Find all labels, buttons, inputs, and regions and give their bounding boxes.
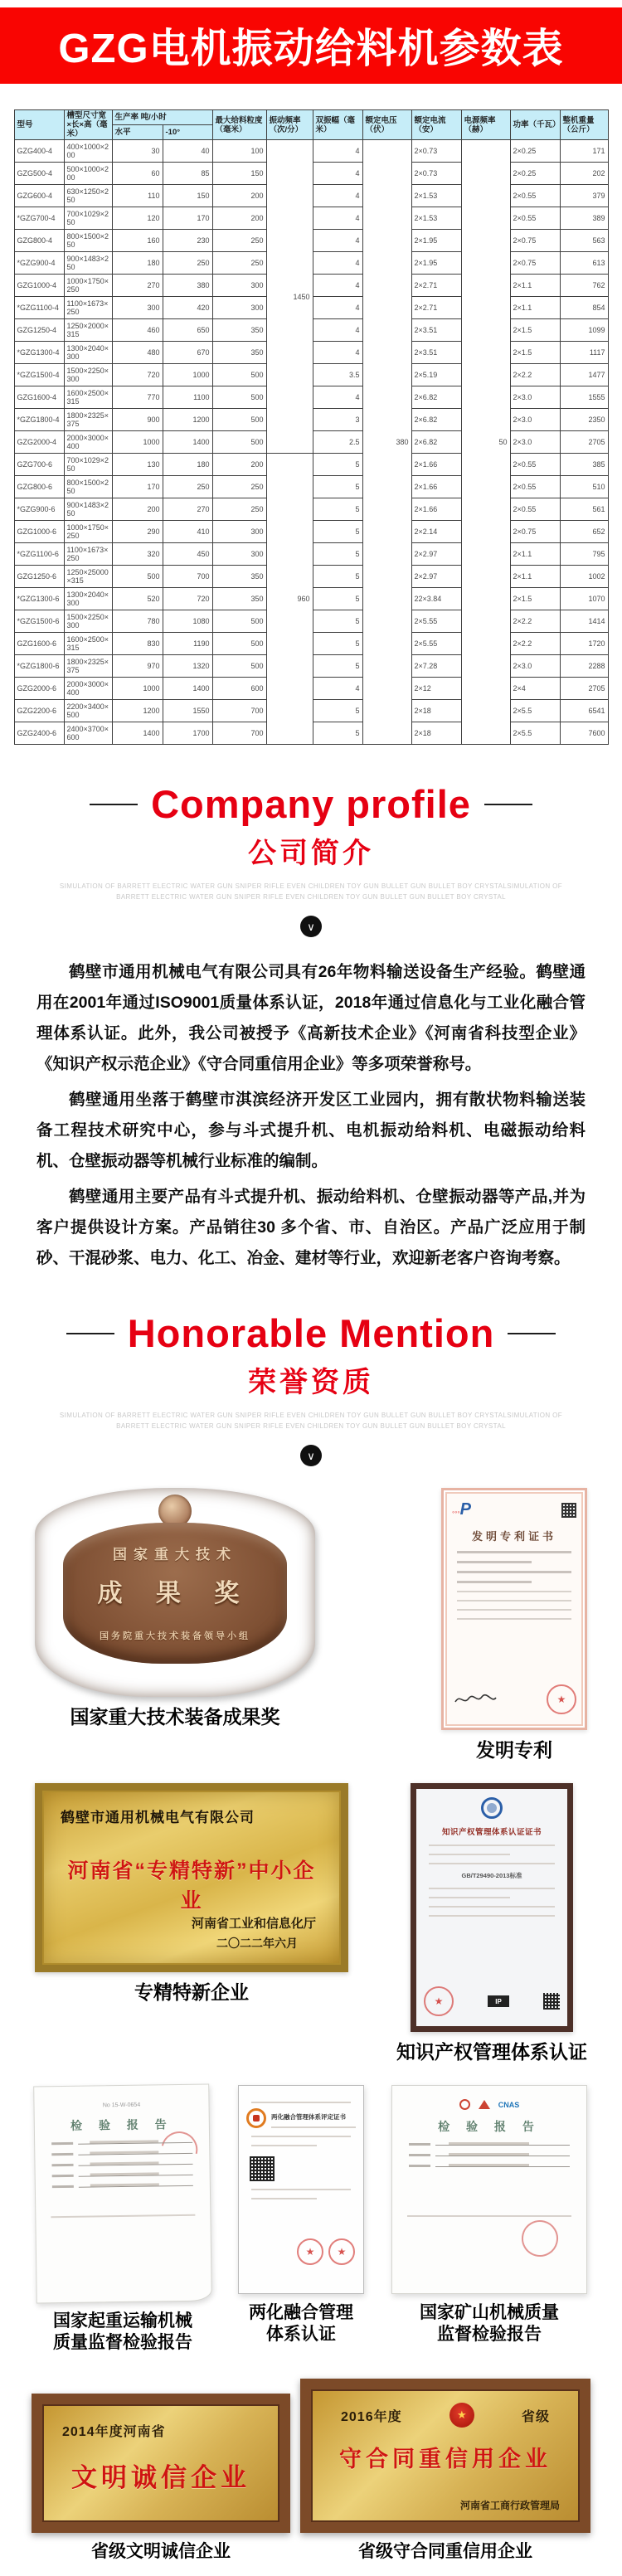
award-caption: 省级文明诚信企业: [91, 2542, 231, 2561]
red-stamp-icon: [158, 2128, 202, 2172]
table-row: *GZG1500-4 1500×2250×300 720 1000 500 3.5 2×5.19 2×2.2 1477: [14, 364, 608, 386]
wooden-plaque-photo: 2016年度 ★ 省级 守合同重信用企业 河南省工商行政管理局: [300, 2379, 590, 2533]
chevron-down-icon: ∨: [300, 916, 322, 937]
certification-mark-icon: [459, 2099, 470, 2110]
company-intro-text: [36, 957, 586, 1274]
honor-heading-en: Honorable Mention: [127, 1311, 495, 1355]
table-row: *GZG1100-4 1100×1673×250 300 420 300 4 2×2.71 2×1.1 854: [14, 297, 608, 319]
honor-item-ip-cert: [396, 1783, 587, 2063]
table-row: GZG600-4 630×1250×250 110 150 200 4 2×1.53 2×0.55 379: [14, 185, 608, 207]
col-header-feed: 最大给料粒度（毫米）: [212, 110, 266, 140]
heading-rule-right: [484, 804, 532, 805]
table-row: GZG2000-4 2000×3000×400 1000 1400 500 2.5 2×6.82 2×3.0 2705: [14, 431, 608, 454]
company-profile-section: [0, 781, 622, 1274]
ip-mark-icon: IP: [488, 1995, 509, 2007]
table-row: *GZG1300-6 1300×2040×300 520 720 350 5 22×3.84 2×1.5 1070: [14, 588, 608, 610]
red-badge-icon: ★: [449, 2403, 474, 2428]
heading-rule-right: [508, 1333, 556, 1334]
col-header-vib-freq: 振动频率（次/分）: [266, 110, 313, 140]
certification-logo-icon: [246, 2108, 266, 2128]
patent-certificate-photo: ◦◦◦P 发明专利证书 ★: [441, 1488, 587, 1730]
col-header-power: 功率（千瓦）: [510, 110, 560, 140]
heading-rule-left: [90, 804, 138, 805]
red-seal-icon: ★: [424, 1986, 454, 2016]
wooden-plaque-photo: 2014年度河南省 文明诚信企业: [32, 2394, 290, 2533]
ip-certificate-photo: 知识产权管理体系认证证书 GB/T29490-2013标准 ★ IP: [411, 1783, 573, 2032]
award-caption: 发明专利: [476, 1739, 552, 1761]
company-watermark-text: SIMULATION OF BARRETT ELECTRIC WATER GUN SNIPER RIFLE EVEN CHILDREN TOY GUN BULLET GUN BULLET BOY CRYSTALSIMULATION OF BARRETT ELECTRIC WATER GUN SNIPER RIFLE EVEN CHILDREN TOY GUN BULLET GUN BULLET BOY CRYSTAL: [59, 882, 563, 901]
red-seal-icon: ★: [547, 1684, 576, 1714]
table-row: GZG800-4 800×1500×250 160 230 250 4 2×1.95 2×0.75 563: [14, 230, 608, 252]
col-header-current: 额定电流（安）: [411, 110, 461, 140]
params-table-body: [14, 140, 608, 745]
table-row: GZG1000-6 1000×1750×250 290 410 300 5 2×2.14 2×0.75 652: [14, 521, 608, 543]
honor-item-invention-patent: [441, 1488, 587, 1762]
table-row: GZG1600-6 1600×2500×315 830 1190 500 5 2×5.55 2×2.2 1720: [14, 633, 608, 655]
col-header-trough: 槽型尺寸宽×长×高（毫米）: [64, 110, 112, 140]
col-header-power-freq: 电源频率（赫）: [461, 110, 510, 140]
table-row: *GZG700-4 700×1029×250 120 170 200 4 2×1.53 2×0.55 389: [14, 207, 608, 230]
qr-code-icon: [250, 2156, 275, 2181]
inspection-report-photo: No 15-W-0654 检 验 报 告: [33, 2084, 212, 2304]
col-header-voltage: 额定电压（伏）: [362, 110, 411, 140]
honor-section: [0, 1310, 622, 2563]
cnas-mark-icon: CNAS: [498, 2100, 520, 2109]
inspection-report-photo: CNAS 检 验 报 告: [391, 2085, 587, 2294]
award-caption: 国家矿山机械质量 监督检验报告: [420, 2303, 559, 2344]
table-row: GZG2400-6 2400×3700×600 1400 1700 700 5 2×18 2×5.5 7600: [14, 722, 608, 745]
company-heading-en: Company profile: [151, 782, 471, 826]
cnipa-logo-icon: ◦◦◦P: [452, 1500, 471, 1519]
table-row: *GZG900-6 900×1483×250 200 270 250 5 2×1.66 2×0.55 561: [14, 498, 608, 521]
honor-heading-cn: 荣誉资质: [248, 1367, 374, 1398]
col-header-production: 生产率 吨/小时: [112, 110, 212, 125]
parameter-table: [14, 109, 609, 745]
fusion-certificate-photo: 两化融合管理体系评定证书 ★ ★: [238, 2085, 364, 2294]
red-seal-icon: ★: [328, 2238, 355, 2265]
gold-plaque-photo: 鹤壁市通用机械电气有限公司 河南省“专精特新”中小企业 河南省工业和信息化厅 二〇二二年六月: [35, 1783, 348, 1972]
qr-code-icon: [543, 1993, 560, 2010]
certification-logo-icon: [481, 1797, 503, 1819]
table-row: *GZG1100-6 1100×1673×250 320 450 300 5 2×2.97 2×1.1 795: [14, 543, 608, 566]
table-row: GZG500-4 500×1000×200 60 85 150 4 2×0.73 2×0.25 202: [14, 163, 608, 185]
chevron-down-icon: ∨: [300, 1445, 322, 1466]
table-row: GZG800-6 800×1500×250 170 250 250 5 2×1.66 2×0.55 510: [14, 476, 608, 498]
honor-item-mining-report: [391, 2085, 587, 2345]
table-row: *GZG1500-6 1500×2250×300 780 1080 500 5 2×5.55 2×2.2 1414: [14, 610, 608, 633]
table-row: GZG1250-6 1250×25000×315 500 700 350 5 2×2.97 2×1.1 1002: [14, 566, 608, 588]
award-caption: 知识产权管理体系认证: [396, 2041, 587, 2063]
company-paragraph-1: 鹤壁市通用机械电气有限公司具有26年物料输送设备生产经验。鹤壁通用在2001年通过ISO9001质量体系认证，2018年通过信息化与工业化融合管理体系认证。此外，我公司被授予《高新技术企业》《河南省科技型企业》《知识产权示范企业》《守合同重信用企业》等多项荣誉称号。: [36, 963, 586, 1073]
honor-item-zjtx: [35, 1783, 348, 2004]
company-paragraph-2: 鹤壁通用坐落于鹤壁市淇滨经济开发区工业园内，拥有散状物料输送装备工程技术研究中心，参与斗式提升机、电机振动给料机、电磁振动给料机、仓壁振动器等机械行业标准的编制。: [36, 1091, 586, 1170]
table-row: GZG1250-4 1250×2000×315 460 650 350 4 2×3.51 2×1.5 1099: [14, 319, 608, 342]
certification-mark-icon: [479, 2100, 490, 2109]
table-row: *GZG1300-4 1300×2040×300 480 670 350 4 2×3.51 2×1.5 1117: [14, 342, 608, 364]
col-header-horizontal: 水平: [112, 125, 163, 140]
table-row: GZG400-4 400×1000×200 30 40 100 1450 4 380 2×0.73 50 2×0.25 171: [14, 140, 608, 163]
honor-item-integrity-plaque: [32, 2394, 290, 2563]
heading-rule-left: [66, 1333, 114, 1334]
award-caption: 省级守合同重信用企业: [358, 2542, 532, 2561]
award-caption: 国家重大技术装备成果奖: [70, 1706, 280, 1728]
table-row: GZG1000-4 1000×1750×250 270 380 300 4 2×2.71 2×1.1 762: [14, 275, 608, 297]
table-row: GZG2200-6 2200×3400×500 1200 1550 700 5 2×18 2×5.5 6541: [14, 700, 608, 722]
red-seal-icon: ★: [297, 2238, 323, 2265]
table-row: GZG700-6 700×1029×250 130 180 200 960 5 2×1.66 2×0.55 385: [14, 454, 608, 476]
award-caption: 专精特新企业: [134, 1981, 249, 2003]
col-header-amplitude: 双振幅（毫米）: [313, 110, 362, 140]
award-caption: 两化融合管理 体系认证: [249, 2303, 353, 2344]
col-header-weight: 整机重量（公斤）: [560, 110, 608, 140]
honor-item-crane-report: [35, 2085, 211, 2354]
table-row: GZG2000-6 2000×3000×400 1000 1400 600 4 2×12 2×4 2705: [14, 678, 608, 700]
honor-watermark-text: SIMULATION OF BARRETT ELECTRIC WATER GUN SNIPER RIFLE EVEN CHILDREN TOY GUN BULLET GUN BULLET BOY CRYSTALSIMULATION OF BARRETT ELECTRIC WATER GUN SNIPER RIFLE EVEN CHILDREN TOY GUN BULLET GUN BULLET BOY CRYSTAL: [59, 1412, 563, 1430]
company-heading-cn: 公司简介: [248, 838, 374, 869]
table-row: *GZG1800-4 1800×2325×375 900 1200 500 3 2×6.82 2×3.0 2350: [14, 409, 608, 431]
award-caption: 国家起重运输机械 质量监督检验报告: [53, 2311, 192, 2352]
table-row: GZG1600-4 1600×2500×315 770 1100 500 4 2×6.82 2×3.0 1555: [14, 386, 608, 409]
honor-item-fusion-cert: [238, 2085, 364, 2345]
parameter-table-header: [14, 110, 608, 140]
table-row: *GZG900-4 900×1483×250 180 250 250 4 2×1.95 2×0.75 613: [14, 252, 608, 275]
bronze-award-photo: 国家重大技术 成 果 奖 国务院重大技术装备领导小组: [35, 1488, 315, 1697]
honor-item-contract-plaque: [300, 2379, 590, 2563]
page-title: GZG电机振动给料机参数表: [58, 27, 564, 71]
signature-icon: [452, 1690, 498, 1708]
col-header-incline: -10°: [163, 125, 212, 140]
page-banner: [0, 7, 622, 84]
company-paragraph-3: 鹤壁通用主要产品有斗式提升机、振动给料机、仓壁振动器等产品,并为客户提供设计方案。产品销往30 多个省、市、自治区。产品广泛应用于制砂、干混砂浆、电力、化工、冶金、建材等行业，欢迎新老客户咨询考察。: [36, 1188, 586, 1267]
col-header-model: 型号: [14, 110, 64, 140]
qr-code-icon: [561, 1503, 576, 1518]
table-row: *GZG1800-6 1800×2325×375 970 1320 500 5 2×7.28 2×3.0 2288: [14, 655, 608, 678]
red-stamp-icon: [518, 2216, 561, 2260]
honor-item-national-equipment-award: [35, 1488, 315, 1728]
